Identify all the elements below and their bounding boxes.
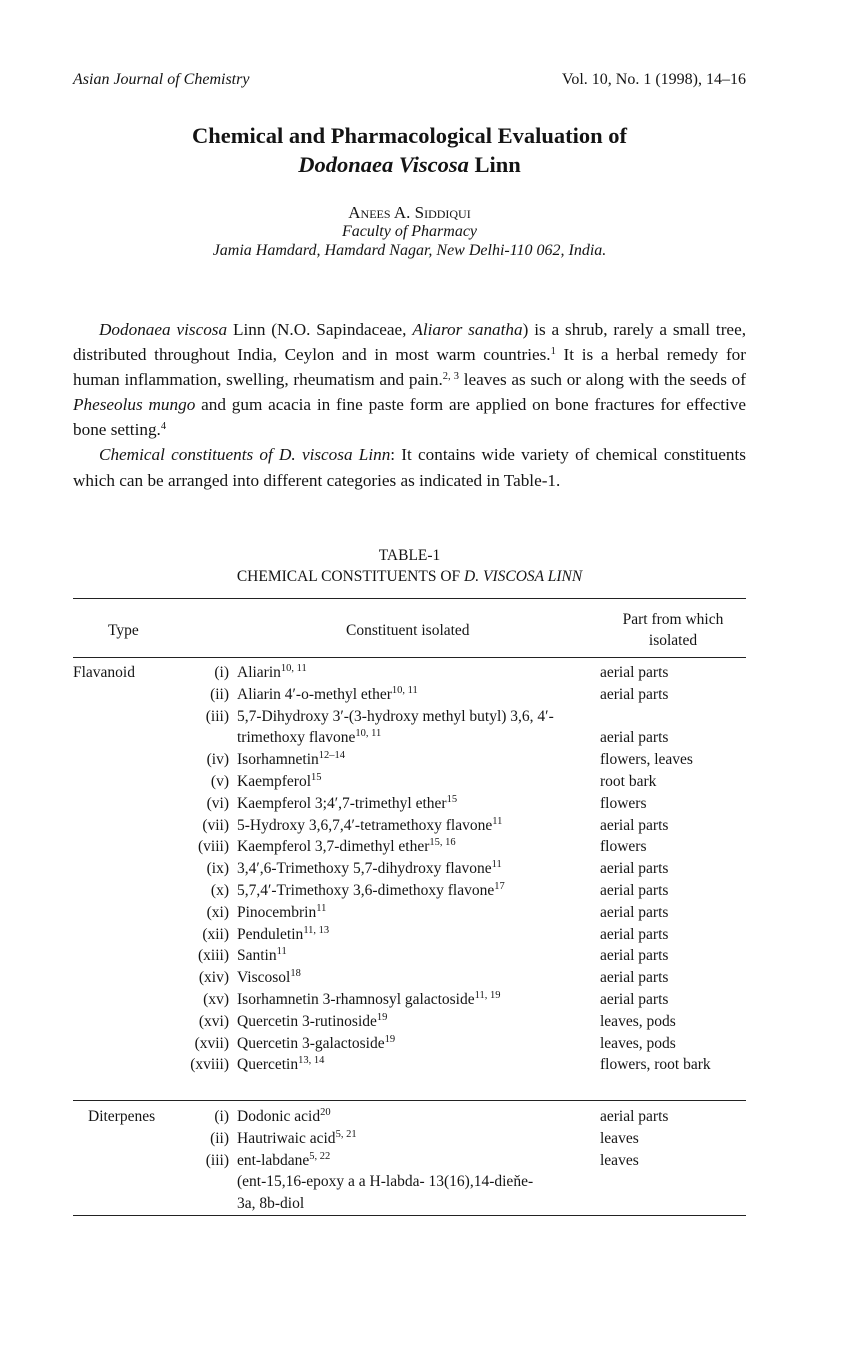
constituent-text: Kaempferol 3,7-dimethyl ether xyxy=(237,838,430,856)
constituent-text: 3a, 8b-diol xyxy=(237,1195,305,1213)
plant-part: aerial parts xyxy=(600,990,669,1008)
constituent-name xyxy=(237,1171,582,1193)
text-segment: Chemical constituents of D. viscosa Linn xyxy=(99,445,391,465)
table-row xyxy=(0,684,859,706)
reference-marker: 13, 14 xyxy=(298,1055,325,1067)
group-type-flavanoid: Flavanoid xyxy=(73,664,135,681)
row-number: (ii) xyxy=(210,685,229,703)
constituent-text: Dodonic acid xyxy=(237,1108,321,1125)
reference-marker: 5, 22 xyxy=(309,1150,331,1162)
text-segment: : It contains wide variety of chemical constituents which can be arranged into different categories as indicated in Table-1. xyxy=(73,445,746,490)
constituent-text: Viscosol xyxy=(237,969,291,987)
plant-part: aerial parts xyxy=(600,881,669,899)
plant-part: aerial parts xyxy=(600,1108,669,1125)
table-row xyxy=(0,1193,859,1215)
table-row xyxy=(0,1011,859,1033)
reference-marker: 11 xyxy=(492,815,503,827)
constituent-name xyxy=(237,1106,582,1128)
text-segment: leaves as such or along with the seeds of xyxy=(458,370,746,390)
table-row xyxy=(0,1033,859,1055)
column-header-part-line-1: Part from which xyxy=(622,611,724,628)
table-row xyxy=(0,902,859,924)
plant-part: flowers xyxy=(600,838,647,856)
constituent-text: Quercetin xyxy=(237,1056,299,1074)
constituent-name xyxy=(237,945,582,967)
constituent-text: Kaempferol xyxy=(237,772,312,790)
constituent-text: Penduletin xyxy=(237,925,304,943)
constituent-name xyxy=(237,684,582,706)
table-row xyxy=(0,1150,859,1172)
reference-marker: 11 xyxy=(491,859,502,871)
constituent-text: 3,4′,6-Trimethoxy 5,7-dihydroxy flavone xyxy=(237,860,492,878)
constituent-text: Pinocembrin xyxy=(237,903,317,921)
title-suffix: Linn xyxy=(468,152,521,177)
constituent-name xyxy=(237,989,582,1011)
column-header-type: Type xyxy=(108,622,139,639)
table-row xyxy=(0,836,859,858)
table-row xyxy=(0,771,859,793)
constituent-name xyxy=(237,706,582,750)
row-number: (xiii) xyxy=(198,947,229,965)
constituent-name xyxy=(237,662,582,684)
author-block xyxy=(73,203,746,260)
table-title-prefix: CHEMICAL CONSTITUENTS OF xyxy=(236,568,465,585)
row-number: (x) xyxy=(210,881,229,899)
plant-part: aerial parts xyxy=(600,903,669,921)
table-row xyxy=(0,1106,859,1128)
reference-marker: 11, 13 xyxy=(303,924,330,936)
plant-part: aerial parts xyxy=(600,925,669,943)
text-segment: Dodonaea viscosa xyxy=(99,320,228,339)
reference-marker: 19 xyxy=(376,1011,388,1023)
plant-part: aerial parts xyxy=(600,816,669,834)
constituent-name xyxy=(237,1033,582,1055)
journal-name: Asian Journal of Chemistry xyxy=(73,71,250,88)
title-species: Dodonaea Viscosa xyxy=(298,152,469,177)
column-header-constituent: Constituent isolated xyxy=(346,622,470,639)
paragraph-constituents xyxy=(73,442,746,492)
plant-part: aerial parts xyxy=(600,947,669,965)
article-title xyxy=(73,121,746,179)
constituent-text: Kaempferol 3;4′,7-trimethyl ether xyxy=(237,794,447,812)
constituent-text: Aliarin xyxy=(237,664,281,681)
table-row xyxy=(0,749,859,771)
row-number: (i) xyxy=(214,664,229,681)
constituent-name xyxy=(237,1054,582,1076)
constituent-text: Isorhamnetin 3-rhamnosyl galactoside xyxy=(237,990,475,1008)
table-row xyxy=(0,880,859,902)
reference-marker: 12–14 xyxy=(318,750,346,762)
plant-part: aerial parts xyxy=(600,729,669,747)
constituent-text: Hautriwaic acid xyxy=(237,1129,336,1147)
table-row xyxy=(0,1054,859,1076)
reference-marker: 10, 11 xyxy=(391,684,418,696)
plant-part: leaves, pods xyxy=(600,1034,676,1052)
constituent-text: 5-Hydroxy 3,6,7,4′-tetramethoxy flavone xyxy=(237,816,493,834)
plant-part: root bark xyxy=(600,772,657,790)
constituent-text: (ent-15,16-epoxy a a H-labda- 13(16),14-dieňe- xyxy=(237,1173,534,1191)
reference-marker: 2, 3 xyxy=(442,371,459,383)
paragraph-intro xyxy=(73,317,746,442)
table-title-species: D. VISCOSA LINN xyxy=(464,568,583,585)
plant-part: flowers, root bark xyxy=(600,1056,711,1074)
constituent-name xyxy=(237,836,582,858)
row-number: (i) xyxy=(214,1108,229,1125)
reference-marker: 20 xyxy=(320,1107,331,1118)
constituent-text: Santin xyxy=(237,947,277,965)
reference-marker: 1 xyxy=(550,346,556,358)
table-row xyxy=(0,1128,859,1150)
row-number: (xv) xyxy=(203,990,229,1008)
reference-marker: 11 xyxy=(276,946,287,958)
reference-marker: 15 xyxy=(446,793,458,805)
row-number: (xii) xyxy=(202,925,229,943)
plant-part: leaves, pods xyxy=(600,1012,676,1030)
row-number: (ii) xyxy=(210,1129,229,1147)
table-group-rule xyxy=(73,1100,746,1101)
table-row xyxy=(0,662,859,684)
reference-marker: 4 xyxy=(160,421,167,433)
row-number: (iv) xyxy=(206,751,229,769)
table-row xyxy=(0,989,859,1011)
plant-part: aerial parts xyxy=(600,664,669,681)
plant-part: leaves xyxy=(600,1151,639,1169)
row-number: (xi) xyxy=(206,903,229,921)
column-header-part-line-2: isolated xyxy=(648,632,698,649)
reference-marker: 11 xyxy=(316,902,327,914)
reference-marker: 11, 19 xyxy=(474,989,501,1001)
constituent-name xyxy=(237,1128,582,1150)
title-line-1: Chemical and Pharmacological Evaluation of xyxy=(192,123,627,148)
constituent-name xyxy=(237,902,582,924)
table-row xyxy=(0,793,859,815)
constituent-text: ent-labdane xyxy=(237,1151,310,1169)
reference-marker: 17 xyxy=(494,880,505,892)
constituent-name xyxy=(237,1011,582,1033)
reference-marker: 18 xyxy=(290,968,301,980)
row-number: (ix) xyxy=(206,860,229,878)
table-header-rule xyxy=(73,657,746,658)
table-label: TABLE-1 xyxy=(378,547,441,564)
constituent-name xyxy=(237,793,582,815)
text-segment: and gum acacia in fine paste form are applied on bone fractures for effective bone setting. xyxy=(73,395,746,440)
table-bottom-rule xyxy=(73,1215,746,1216)
title-line-2 xyxy=(73,150,746,179)
row-number: (iii) xyxy=(205,707,229,725)
table-top-rule xyxy=(73,598,746,599)
text-segment: Pheseolus mungo xyxy=(73,395,196,415)
table-row xyxy=(0,858,859,880)
column-header-part xyxy=(600,609,746,651)
constituent-name xyxy=(237,749,582,771)
constituent-name xyxy=(237,924,582,946)
constituent-name xyxy=(237,880,582,902)
constituent-name xyxy=(237,1193,582,1215)
constituent-name xyxy=(237,967,582,989)
text-segment: Linn (N.O. Sapindaceae, xyxy=(227,320,413,339)
constituent-text: Aliarin 4′-o-methyl ether xyxy=(237,685,392,703)
constituent-name xyxy=(237,1150,582,1172)
volume-info: Vol. 10, No. 1 (1998), 14–16 xyxy=(561,71,746,88)
text-segment: ) is a shrub, rarely a small tree, distributed throughout India, Ceylon and in most warm countries. xyxy=(73,320,746,365)
group-type-diterpenes: Diterpenes xyxy=(88,1108,156,1125)
text-segment: Aliaror sanatha xyxy=(412,320,523,339)
row-number: (xiv) xyxy=(198,969,229,987)
reference-marker: 10, 11 xyxy=(280,663,307,674)
table-title xyxy=(73,566,746,587)
table-row xyxy=(0,924,859,946)
author-address: Jamia Hamdard, Hamdard Nagar, New Delhi-110 062, India. xyxy=(212,242,607,259)
constituent-name xyxy=(237,815,582,837)
constituent-text: Quercetin 3-rutinoside xyxy=(237,1012,377,1030)
row-number: (iii) xyxy=(205,1151,229,1169)
table-row xyxy=(0,967,859,989)
row-number: (xvii) xyxy=(194,1034,229,1052)
table-row xyxy=(0,706,859,750)
row-number: (vi) xyxy=(206,794,229,812)
constituent-text: Isorhamnetin xyxy=(237,751,319,769)
reference-marker: 10, 11 xyxy=(355,728,382,740)
flavanoid-rows xyxy=(0,662,859,1076)
constituent-text: Quercetin 3-galactoside xyxy=(237,1034,385,1052)
body-text xyxy=(73,317,746,493)
row-number: (viii) xyxy=(198,838,229,856)
reference-marker: 19 xyxy=(384,1033,396,1045)
row-number: (xvi) xyxy=(198,1012,229,1030)
table-row xyxy=(0,815,859,837)
plant-part: aerial parts xyxy=(600,969,669,987)
author-department: Faculty of Pharmacy xyxy=(341,223,478,240)
table-row xyxy=(0,1171,859,1193)
plant-part: flowers, leaves xyxy=(600,751,693,769)
reference-marker: 15, 16 xyxy=(429,837,456,849)
plant-part: aerial parts xyxy=(600,860,669,878)
diterpene-rows xyxy=(0,1106,859,1215)
row-number: (v) xyxy=(210,772,229,790)
row-number: (xviii) xyxy=(190,1056,229,1074)
constituent-name xyxy=(237,858,582,880)
plant-part: flowers xyxy=(600,794,647,812)
text-segment: It is a herbal remedy for human inflammation, swelling, rheumatism and pain. xyxy=(73,345,746,390)
constituent-text: 5,7,4′-Trimethoxy 3,6-dimethoxy flavone xyxy=(237,881,495,899)
reference-marker: 5, 21 xyxy=(335,1128,357,1140)
plant-part: leaves xyxy=(600,1129,639,1147)
constituent-name xyxy=(237,771,582,793)
reference-marker: 15 xyxy=(311,771,322,783)
row-number: (vii) xyxy=(202,816,229,834)
constituent-text: 5,7-Dihydroxy 3′-(3-hydroxy methyl butyl) 3,6, 4′-trimethoxy flavone xyxy=(237,707,554,747)
table-caption xyxy=(73,545,746,587)
author-name: Anees A. Siddiqui xyxy=(348,203,471,222)
table-row xyxy=(0,945,859,967)
plant-part: aerial parts xyxy=(600,685,669,703)
